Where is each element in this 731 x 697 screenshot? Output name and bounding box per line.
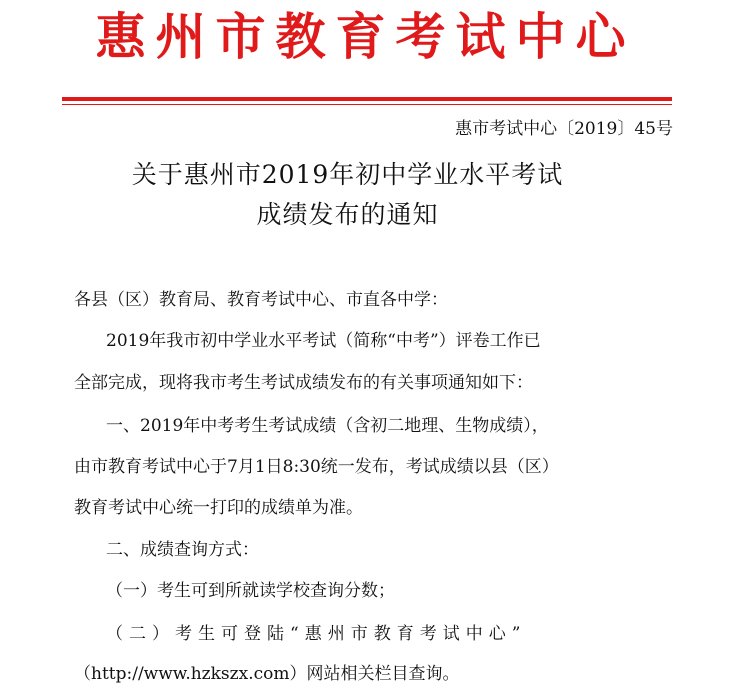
item-2-sub-2-line-2: （http://www.hzkszx.com）网站相关栏目查询。 [74, 664, 460, 684]
item-2-sub-1: （一）考生可到所就读学校查询分数； [106, 581, 395, 601]
item-1-line-2: 由市教育考试中心于7月1日8:30统一发布，考试成绩以县（区） [74, 457, 559, 477]
title-line-2: 成绩发布的通知 [256, 200, 439, 229]
masthead-rule-thick [62, 97, 672, 101]
item-2-sub-2-line-1: （二）考生可登陆“惠州市教育考试中心” [106, 624, 527, 644]
paragraph-1-line-2: 全部完成，现将我市考生考试成绩发布的有关事项通知如下： [74, 373, 533, 393]
item-2-heading: 二、成绩查询方式： [106, 540, 259, 560]
salutation: 各县（区）教育局、教育考试中心、市直各中学： [74, 290, 448, 310]
item-1-line-3: 教育考试中心统一打印的成绩单为准。 [74, 498, 363, 518]
item-1-line-1: 一、2019年中考考生考试成绩（含初二地理、生物成绩）， [106, 416, 549, 436]
paragraph-1-line-1: 2019年我市初中学业水平考试（简称“中考”）评卷工作已 [106, 331, 541, 351]
document-number: 惠市考试中心〔2019〕45号 [455, 119, 673, 139]
title-line-1: 关于惠州市2019年初中学业水平考试 [131, 160, 564, 189]
masthead-rule-thin [62, 104, 672, 105]
org-masthead: 惠州市教育考试中心 [95, 7, 636, 66]
